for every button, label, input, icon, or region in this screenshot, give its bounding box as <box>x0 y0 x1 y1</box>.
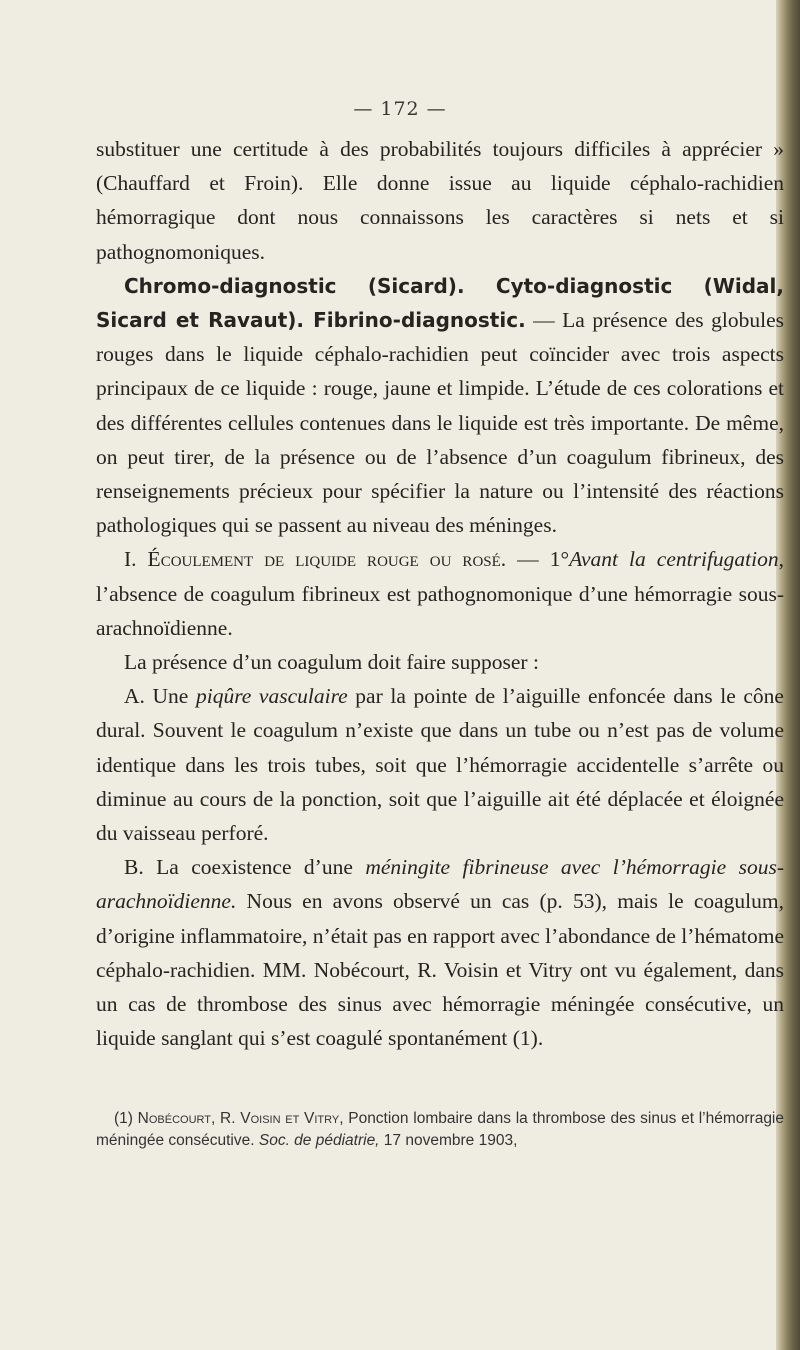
footnote-text: Ponction lombaire dans la thrombose des sinus et l’hémorragie méningée consécutive. <box>96 1110 784 1149</box>
page-number: — 172 — <box>353 98 447 120</box>
paragraph-3-italic: Avant la centrifugation <box>569 547 779 572</box>
paragraph-6-italic: méningite fibrineuse avec l’hémorragie sous-arachnoïdienne. <box>96 855 784 914</box>
section-heading-diagnostic: Chromo-diagnostic (Sicard). Cyto-diagnostic (Widal, Sicard et Ravaut). Fibrino-diagnostic. <box>96 273 784 333</box>
footnote <box>96 1108 784 1152</box>
footnote-date: 17 novembre 1903, <box>379 1132 518 1149</box>
paragraph-6-body: Nous en avons observé un cas (p. 53), mais le coagulum, d’origine inflammatoire, n’était pas en rapport avec l’abondance de l’hématome céphalo-rachidien. MM. Nobécourt, R. Voisin et Vitry ont vu également, dans un cas de thrombose des sinus avec hémorragie méningée consécutive, un liquide sanglant qui s’est coagulé spontanément (1). <box>96 889 784 1051</box>
paragraph-5-italic: piqûre vasculaire <box>195 684 348 709</box>
footnote-1 <box>96 1108 784 1152</box>
body-text <box>96 132 784 1055</box>
paragraph-5 <box>96 679 784 850</box>
paragraph-3 <box>96 542 784 645</box>
footnote-journal: Soc. de pédiatrie, <box>258 1132 380 1149</box>
paragraph-5-body: par la pointe de l’aiguille enfoncée dans le cône dural. Souvent le coagulum n’existe que dans un tube ou n’est pas de volume identique dans les trois tubes, soit que l’hémorragie accidentelle s’arrête ou diminue au cours de la ponction, soit que l’aiguille ait été déplacée et éloignée du vaisseau perforé. <box>96 684 784 846</box>
paragraph-5-lead: A. Une <box>124 684 196 709</box>
paragraph-3-body: , l’absence de coagulum fibrineux est pathognomonique d’une hémorragie sous-arachnoïdienne. <box>96 547 784 640</box>
paragraph-2 <box>96 269 784 543</box>
paragraph-6-lead: B. La coexistence d’une <box>124 855 366 880</box>
footnote-authors: Nobécourt, R. Voisin et Vitry, <box>137 1110 344 1127</box>
paragraph-1: substituer une certitude à des probabilités toujours difficiles à apprécier » (Chauffard et Froin). Elle donne issue au liquide céphalo-rachidien hémorragique dont nous connaissons les caractères si nets et si pathognomoniques. <box>96 137 784 264</box>
paragraph-2-body: — La présence des globules rouges dans le liquide céphalo-rachidien peut coïncider avec trois aspects principaux de ce liquide : rouge, jaune et limpide. L’étude de ces colorations et des différentes cellules contenues dans le liquide est très importante. De même, on peut tirer, de la présence ou de l’absence d’un coagulum fibrineux, des renseignements précieux pour spécifier la nature ou l’intensité des réactions pathologiques qui se passent au niveau des méninges. <box>96 308 785 538</box>
footnote-marker: (1) <box>114 1110 138 1127</box>
paragraph-3-number: 1° <box>549 547 570 572</box>
paragraph-3-dash: — <box>506 547 550 572</box>
section-heading-ecoulement: I. Écoulement de liquide rouge ou rosé. <box>124 547 507 572</box>
paragraph-6 <box>96 850 784 1055</box>
paragraph-4: La présence d’un coagulum doit faire supposer : <box>124 650 539 675</box>
